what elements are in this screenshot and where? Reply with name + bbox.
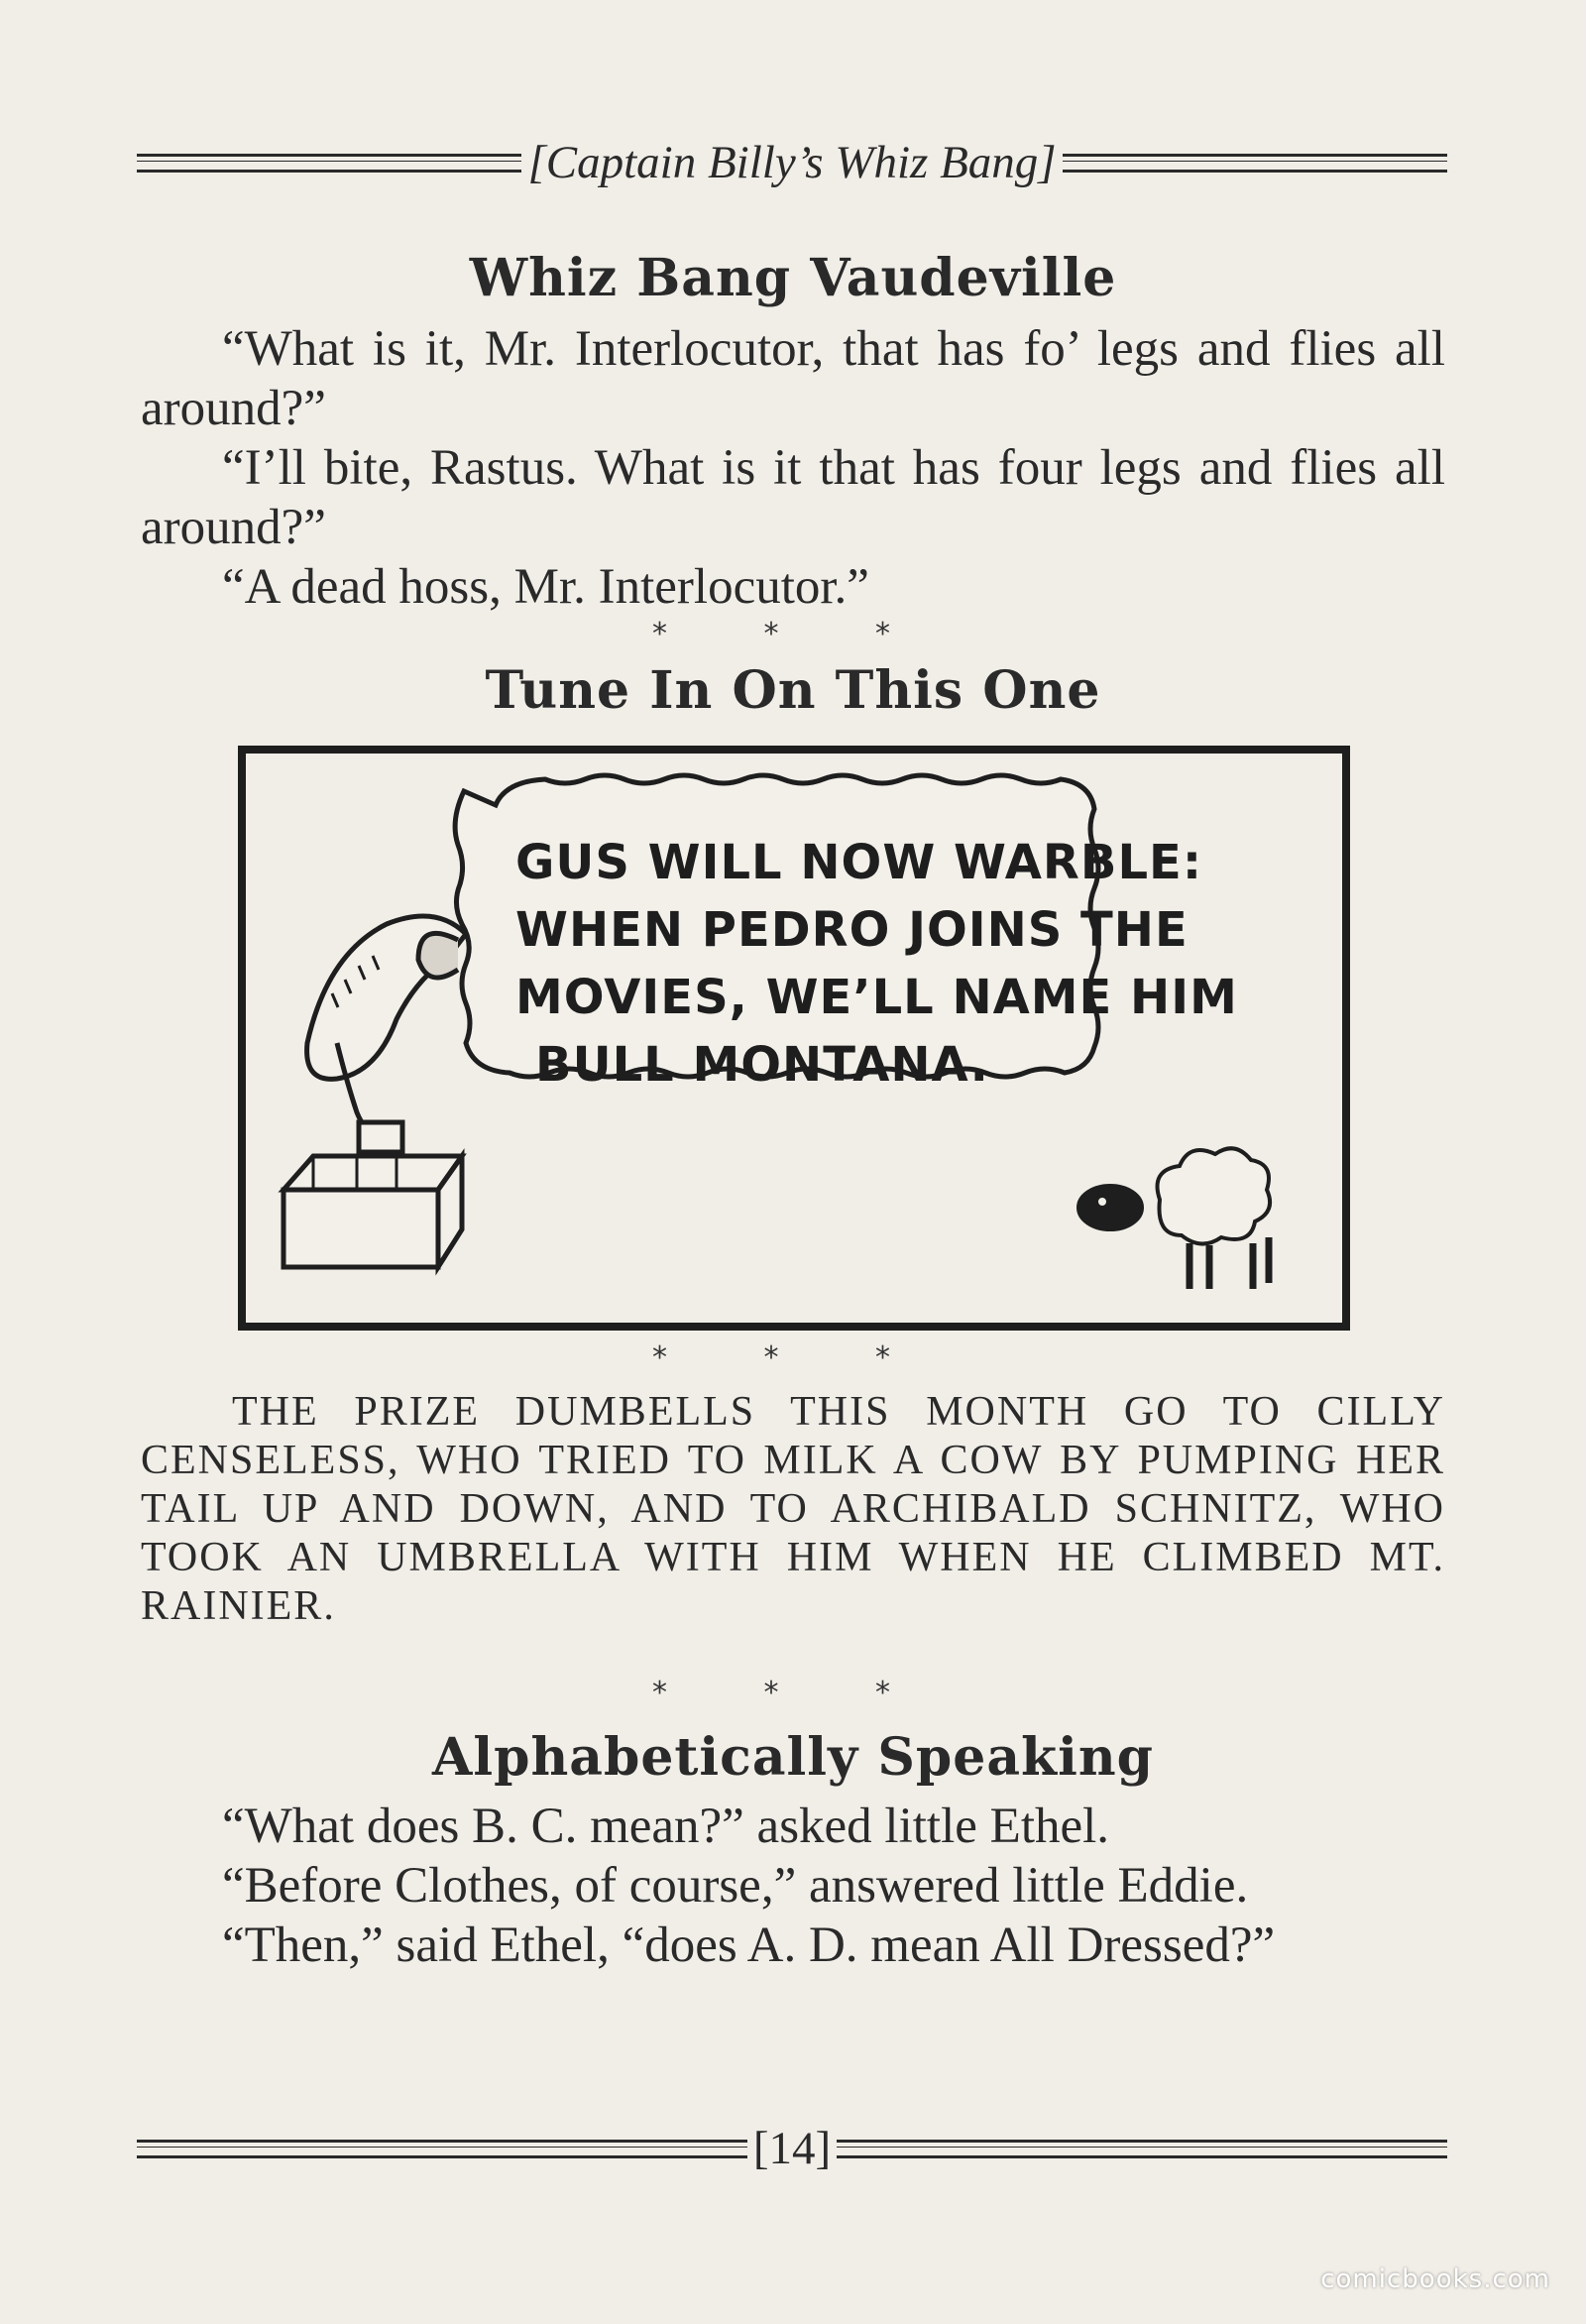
prize-dumbells-text — [141, 1388, 1445, 1631]
prize-dumbells-paragraph: THE PRIZE DUMBELLS THIS MONTH GO TO CILLY CENSELESS, WHO TRIED TO MILK A COW BY PUMPING HER TAIL UP AND DOWN, AND TO ARCHIBALD SCHNITZ, WHO TOOK AN UMBRELLA WITH HIM WHEN HE CLIMBED MT. RAINIER. — [141, 1389, 1445, 1629]
alphabet-joke — [141, 1797, 1445, 1975]
sheep-icon — [1078, 1148, 1270, 1289]
page-footer — [137, 2122, 1447, 2175]
balloon-line: MOVIES, WE’LL NAME HIM — [515, 970, 1238, 1025]
section-title-tune-in: Tune In On This One — [485, 660, 1101, 721]
balloon-line: WHEN PEDRO JOINS THE — [515, 902, 1189, 958]
joke-line: “Then,” said Ethel, “does A. D. mean All Dressed?” — [222, 1917, 1276, 1973]
phonograph-icon — [283, 916, 466, 1267]
joke-line: “A dead hoss, Mr. Interlocutor.” — [222, 559, 869, 615]
page-number: [14] — [752, 2123, 832, 2174]
joke-line: “What does B. C. mean?” asked little Ethel. — [222, 1799, 1110, 1854]
section-title-vaudeville: Whiz Bang Vaudeville — [469, 248, 1117, 308]
header-rule-right — [1063, 154, 1447, 173]
running-header — [137, 136, 1447, 189]
separator-stars: * * * — [651, 617, 935, 651]
separator-stars: * * * — [651, 1676, 935, 1710]
section-title-alphabetically: Alphabetically Speaking — [432, 1727, 1154, 1788]
joke-line: “What is it, Mr. Interlocutor, that has fo’ legs and flies all around?” — [141, 321, 1445, 436]
balloon-line: BULL MONTANA. — [535, 1037, 989, 1093]
running-title: [Captain Billy’s Whiz Bang] — [527, 137, 1057, 188]
footer-rule-left — [137, 2140, 747, 2158]
joke-line: “I’ll bite, Rastus. What is it that has four legs and flies all around?” — [141, 440, 1445, 555]
footer-rule-right — [837, 2140, 1447, 2158]
balloon-line: GUS WILL NOW WARBLE: — [515, 835, 1203, 890]
balloon-text — [515, 829, 1269, 1099]
watermark: comicbooks.com — [1320, 2265, 1550, 2294]
vaudeville-joke — [141, 319, 1445, 617]
joke-line: “Before Clothes, of course,” answered little Eddie. — [222, 1858, 1249, 1914]
header-rule-left — [137, 154, 521, 173]
separator-stars: * * * — [651, 1340, 935, 1375]
